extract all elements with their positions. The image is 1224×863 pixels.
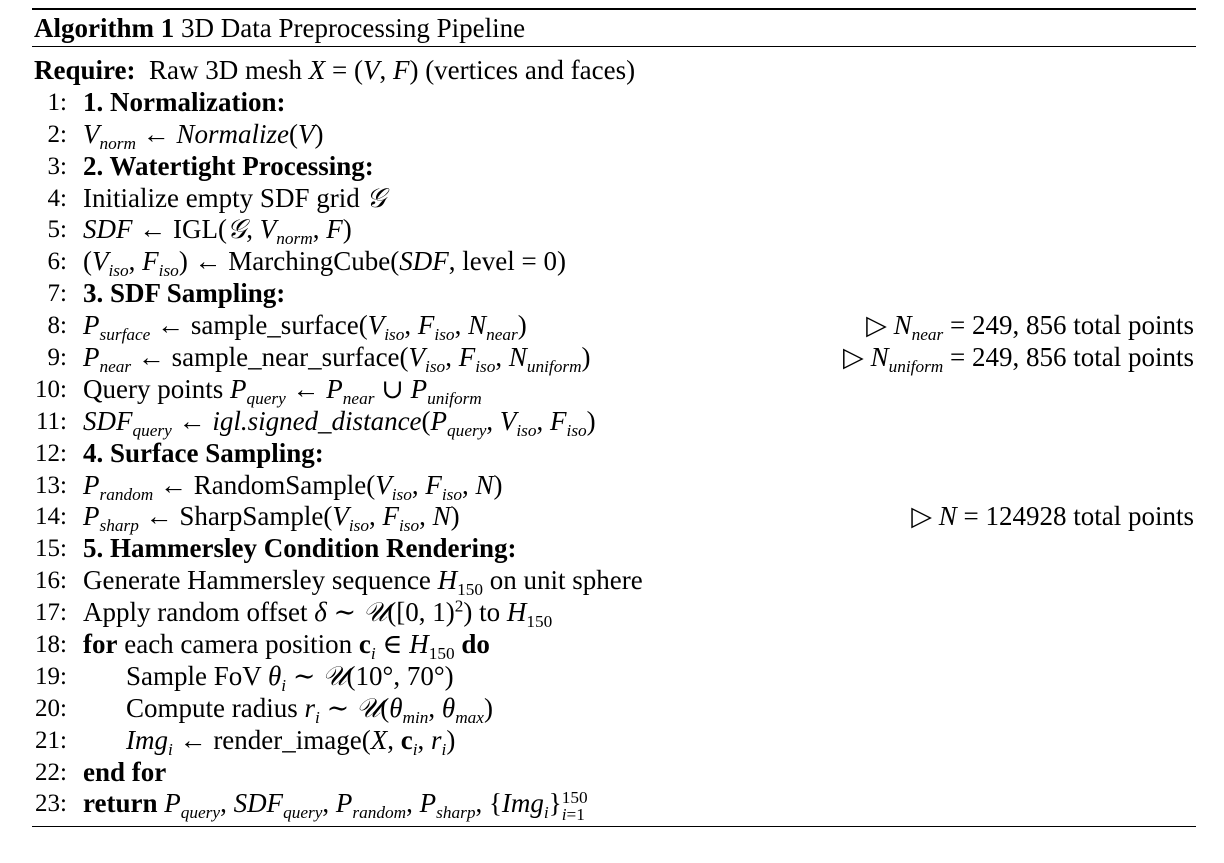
algorithm-block [32, 8, 1196, 827]
require-statement: Require: Raw 3D mesh X = (V, F) (vertices and faces) [34, 55, 636, 85]
algorithm-line [32, 501, 1196, 536]
line-number: 22: [35, 758, 67, 786]
line-comment: ▷ $N_{uniform} = 249$, 856 total points [843, 342, 1194, 377]
line-text: Query points $P_{query}$ ← $P_{near}$ ∪ $P_{uniform}$ [83, 373, 482, 408]
line-number: 18: [35, 631, 67, 659]
line-number: 8: [47, 312, 67, 340]
line-number: 21: [35, 726, 67, 754]
line-text: Initialize empty SDF grid 𝒢 [83, 182, 386, 214]
require-label: Require: [34, 55, 136, 85]
algorithm-line [32, 151, 1196, 183]
algorithm-line [32, 183, 1196, 215]
line-text: $P_{near}$ ← $sample\_near\_surface(V_{iso}$, $F_{iso}$, $N_{uniform}$) [83, 342, 591, 377]
line-number: 5: [47, 216, 67, 244]
line-number: 11: [35, 407, 67, 435]
algorithm-line [32, 565, 1196, 600]
line-text: 5. Hammersley Condition Rendering: [83, 533, 517, 564]
algorithm-line [32, 629, 1196, 664]
line-comment: ▷ N = 124928 total points [911, 501, 1194, 532]
line-text: SDF ← IGL(𝒢, $V_{norm}$, F) [83, 214, 352, 249]
line-number: 12: [35, 439, 67, 467]
line-text: Generate Hammersley sequence $H_{150}$ on unit sphere [83, 565, 643, 600]
line-text: $V_{norm}$ ← Normalize(V) [83, 118, 324, 153]
line-number: 3: [47, 152, 67, 180]
line-number: 9: [47, 344, 67, 372]
line-text: 4. Surface Sampling: [83, 437, 324, 468]
bottom-rule [32, 826, 1196, 827]
algorithm-line [32, 693, 1196, 725]
line-text: $P_{random}$ ← $RandomSample(V_{iso}$, $F_{iso}$, N) [83, 469, 503, 504]
line-text: 3. SDF Sampling: [83, 278, 286, 309]
algorithm-line [32, 406, 1196, 438]
algorithm-line [32, 342, 1196, 377]
line-number: 14: [35, 503, 67, 531]
line-text: $SDF_{query}$ ← $igl.signed\_distance(P_{query}$, $V_{iso}$, $F_{iso}$) [83, 405, 596, 440]
line-number: 16: [35, 567, 67, 595]
algorithm-line [32, 214, 1196, 249]
line-text: return $P_{query}$, $SDF_{query}$, $P_{random}$, $P_{sharp}$, {Img$_i$} 150 i=1 [83, 788, 588, 825]
algorithm-line [32, 310, 1196, 345]
algorithm-line [32, 725, 1196, 757]
algorithm-title: 3D Data Preprocessing Pipeline [180, 13, 526, 43]
algorithm-line [32, 438, 1196, 470]
algorithm-line [32, 470, 1196, 502]
line-comment: ▷ $N_{near} = 249$, 856 total points [866, 310, 1194, 345]
algorithm-line [32, 757, 1196, 789]
algorithm-body [32, 47, 1196, 826]
algorithm-line [32, 661, 1196, 693]
line-number: 6: [47, 248, 67, 276]
algorithm-line [32, 119, 1196, 151]
algorithm-line [32, 788, 1196, 825]
line-text: Sample FoV $\theta_i$ ∼ 𝒰(10°, 70°) [126, 660, 454, 695]
line-text: 1. Normalization: [83, 86, 286, 117]
line-number: 23: [35, 790, 67, 818]
line-text: Apply random offset δ ∼ 𝒰([0, 1)$^2$) to $H_{150}$ [83, 596, 553, 632]
line-text: $P_{surface}$ ← $sample\_surface(V_{iso}$, $F_{iso}$, $N_{near}$) [83, 310, 527, 345]
line-text: end for [83, 756, 167, 787]
line-number: 10: [35, 375, 67, 403]
algorithm-line [32, 374, 1196, 406]
algorithm-line [32, 278, 1196, 310]
algorithm-line [32, 533, 1196, 565]
algorithm-caption [32, 10, 1196, 46]
line-text: 2. Watertight Processing: [83, 150, 374, 181]
algorithm-line [32, 87, 1196, 119]
line-number: 17: [35, 599, 67, 627]
line-number: 2: [47, 120, 67, 148]
algorithm-line [32, 596, 1196, 632]
line-number: 19: [35, 662, 67, 690]
line-number: 1: [47, 88, 67, 116]
algorithm-line [32, 246, 1196, 281]
line-text: ($V_{iso}$, $F_{iso}$) ← MarchingCube(SDF, level = 0) [83, 246, 566, 281]
line-number: 7: [47, 280, 67, 308]
line-number: 13: [35, 471, 67, 499]
line-text: $P_{sharp}$ ← $SharpSample(V_{iso}$, $F_{iso}$, N) [83, 501, 460, 536]
require-line [32, 55, 1196, 87]
algorithm-label: Algorithm 1 [34, 13, 175, 43]
line-number: 4: [47, 184, 67, 212]
line-text: Compute radius $r_i$ ∼ $𝒰(\theta_{min}$, $\theta_{max}$) [126, 692, 493, 727]
line-number: 20: [35, 694, 67, 722]
line-text: for each camera position $c_i$ ∈ $H_{150}$ do [83, 629, 490, 664]
line-text: Img$_i$ ← render_image(X, $c_i$, $r_i$) [126, 724, 456, 759]
line-number: 15: [35, 535, 67, 563]
